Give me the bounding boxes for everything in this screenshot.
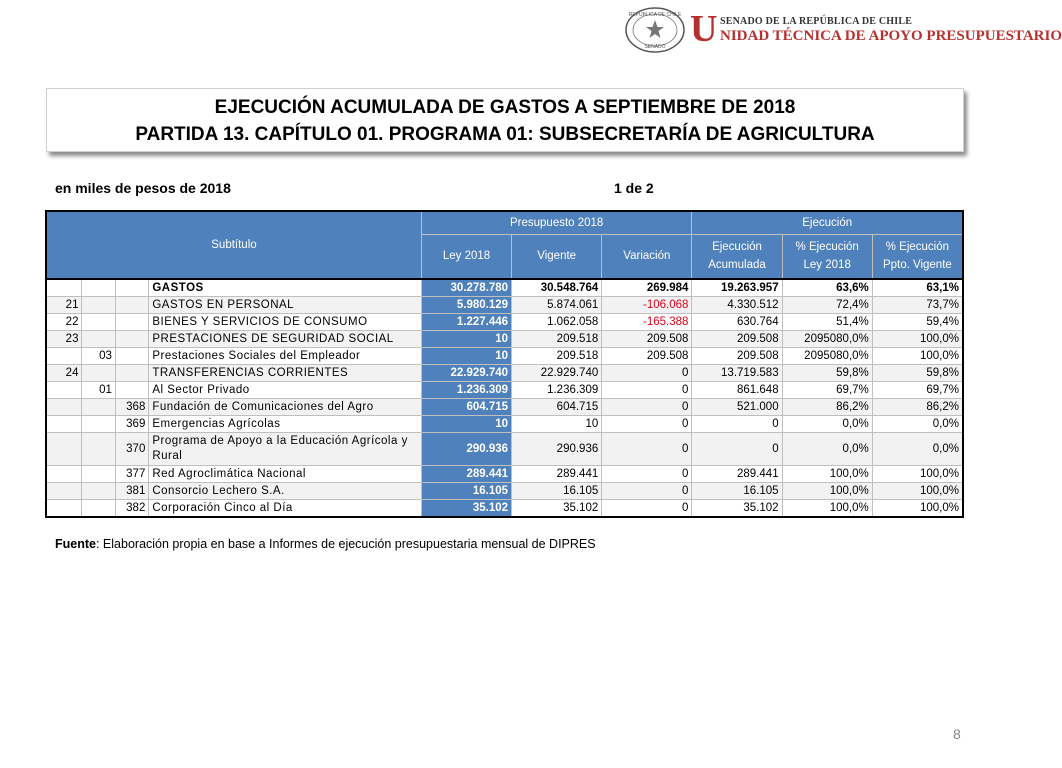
cell-ley: 10 xyxy=(421,348,511,365)
cell-vigente: 22.929.740 xyxy=(512,365,602,382)
cell-subtitulo xyxy=(46,500,82,518)
cell-ley: 1.227.446 xyxy=(421,314,511,331)
cell-ejecucion: 16.105 xyxy=(692,483,782,500)
cell-asignacion xyxy=(115,297,148,314)
cell-vigente: 35.102 xyxy=(512,500,602,518)
cell-asignacion: 381 xyxy=(115,483,148,500)
cell-ley: 30.278.780 xyxy=(421,279,511,297)
cell-ejecucion: 19.263.957 xyxy=(692,279,782,297)
cell-vigente: 209.518 xyxy=(512,331,602,348)
cell-variacion: 0 xyxy=(602,483,692,500)
cell-name: GASTOS EN PERSONAL xyxy=(149,297,422,314)
cell-vigente: 5.874.061 xyxy=(512,297,602,314)
table-row xyxy=(46,416,963,433)
source-label: Fuente xyxy=(55,537,96,551)
cell-variacion: 0 xyxy=(602,500,692,518)
cell-pct-vigente: 63,1% xyxy=(872,279,963,297)
page-number: 8 xyxy=(953,726,961,742)
cell-asignacion: 382 xyxy=(115,500,148,518)
cell-ejecucion: 630.764 xyxy=(692,314,782,331)
cell-variacion: 0 xyxy=(602,382,692,399)
cell-vigente: 10 xyxy=(512,416,602,433)
cell-item xyxy=(82,297,115,314)
cell-pct-ley: 0,0% xyxy=(782,433,872,466)
cell-ley: 16.105 xyxy=(421,483,511,500)
cell-variacion: -106.068 xyxy=(602,297,692,314)
cell-item xyxy=(82,433,115,466)
table-row xyxy=(46,433,963,466)
cell-item xyxy=(82,331,115,348)
cell-variacion: 269.984 xyxy=(602,279,692,297)
cell-pct-vigente: 69,7% xyxy=(872,382,963,399)
header-pct-ley-line2: Ley 2018 xyxy=(803,259,851,272)
cell-pct-ley: 2095080,0% xyxy=(782,331,872,348)
cell-vigente: 290.936 xyxy=(512,433,602,466)
cell-pct-ley: 100,0% xyxy=(782,466,872,483)
cell-asignacion: 368 xyxy=(115,399,148,416)
header-pct-ley-line1: % Ejecución xyxy=(795,241,859,254)
cell-variacion: 209.508 xyxy=(602,348,692,365)
table-row xyxy=(46,348,963,365)
title-box xyxy=(46,88,964,152)
cell-item xyxy=(82,416,115,433)
cell-item xyxy=(82,279,115,297)
table-row xyxy=(46,399,963,416)
cell-pct-vigente: 100,0% xyxy=(872,331,963,348)
cell-subtitulo: 24 xyxy=(46,365,82,382)
header-presupuesto: Presupuesto 2018 xyxy=(421,211,692,234)
cell-ejecucion: 35.102 xyxy=(692,500,782,518)
header-pct-vigente xyxy=(872,234,963,279)
units-label: en miles de pesos de 2018 xyxy=(55,180,231,196)
cell-ejecucion: 4.330.512 xyxy=(692,297,782,314)
seal-top-text: REPÚBLICA DE CHILE xyxy=(628,12,682,18)
execution-table xyxy=(45,210,964,518)
table-header-row xyxy=(46,211,963,234)
cell-ejecucion: 209.508 xyxy=(692,348,782,365)
cell-ley: 10 xyxy=(421,416,511,433)
cell-pct-vigente: 0,0% xyxy=(872,416,963,433)
cell-asignacion xyxy=(115,348,148,365)
cell-ley: 5.980.129 xyxy=(421,297,511,314)
cell-pct-vigente: 86,2% xyxy=(872,399,963,416)
cell-pct-ley: 63,6% xyxy=(782,279,872,297)
header-pct-vig-line2: Ppto. Vigente xyxy=(882,259,952,272)
header-ley: Ley 2018 xyxy=(421,234,511,279)
cell-item xyxy=(82,399,115,416)
cell-asignacion: 369 xyxy=(115,416,148,433)
header-ejec-acum-line2: Acumulada xyxy=(708,259,766,272)
cell-subtitulo xyxy=(46,483,82,500)
cell-asignacion xyxy=(115,382,148,399)
cell-ejecucion: 289.441 xyxy=(692,466,782,483)
cell-name: Programa de Apoyo a la Educación Agrícola y Rural xyxy=(149,433,422,466)
table-row xyxy=(46,382,963,399)
header-ejecucion-group: Ejecución xyxy=(692,211,963,234)
cell-ejecucion: 0 xyxy=(692,416,782,433)
cell-vigente: 30.548.764 xyxy=(512,279,602,297)
cell-variacion: 0 xyxy=(602,399,692,416)
cell-variacion: 0 xyxy=(602,416,692,433)
senado-seal-icon xyxy=(624,6,686,54)
cell-pct-ley: 2095080,0% xyxy=(782,348,872,365)
cell-vigente: 289.441 xyxy=(512,466,602,483)
cell-pct-ley: 59,8% xyxy=(782,365,872,382)
cell-item xyxy=(82,500,115,518)
cell-name: Emergencias Agrícolas xyxy=(149,416,422,433)
title-line1: EJECUCIÓN ACUMULADA DE GASTOS A SEPTIEMBRE DE 2018 xyxy=(214,97,796,118)
cell-vigente: 1.062.058 xyxy=(512,314,602,331)
cell-name: Corporación Cinco al Día xyxy=(149,500,422,518)
cell-item xyxy=(82,314,115,331)
table-row xyxy=(46,314,963,331)
cell-ley: 604.715 xyxy=(421,399,511,416)
cell-asignacion xyxy=(115,365,148,382)
cell-item: 03 xyxy=(82,348,115,365)
cell-vigente: 604.715 xyxy=(512,399,602,416)
cell-item xyxy=(82,483,115,500)
cell-pct-vigente: 0,0% xyxy=(872,433,963,466)
cell-asignacion xyxy=(115,279,148,297)
cell-ejecucion: 861.648 xyxy=(692,382,782,399)
cell-asignacion: 377 xyxy=(115,466,148,483)
table-row xyxy=(46,279,963,297)
cell-ley: 22.929.740 xyxy=(421,365,511,382)
cell-pct-vigente: 100,0% xyxy=(872,348,963,365)
cell-name: TRANSFERENCIAS CORRIENTES xyxy=(149,365,422,382)
seal-bottom-text: SENADO xyxy=(644,44,666,50)
table-row xyxy=(46,466,963,483)
cell-pct-vigente: 59,8% xyxy=(872,365,963,382)
header-pct-ley xyxy=(782,234,872,279)
cell-pct-vigente: 59,4% xyxy=(872,314,963,331)
table-row xyxy=(46,297,963,314)
title-line2: PARTIDA 13. CAPÍTULO 01. PROGRAMA 01: SUBSECRETARÍA DE AGRICULTURA xyxy=(135,124,875,145)
cell-ley: 10 xyxy=(421,331,511,348)
header-ejecucion-acumulada xyxy=(692,234,782,279)
cell-name: Al Sector Privado xyxy=(149,382,422,399)
table-row xyxy=(46,483,963,500)
cell-subtitulo xyxy=(46,279,82,297)
cell-pct-vigente: 100,0% xyxy=(872,466,963,483)
cell-pct-ley: 100,0% xyxy=(782,500,872,518)
table-row xyxy=(46,500,963,518)
cell-name: Fundación de Comunicaciones del Agro xyxy=(149,399,422,416)
cell-pct-ley: 86,2% xyxy=(782,399,872,416)
cell-asignacion xyxy=(115,314,148,331)
cell-name: PRESTACIONES DE SEGURIDAD SOCIAL xyxy=(149,331,422,348)
cell-vigente: 1.236.309 xyxy=(512,382,602,399)
cell-subtitulo xyxy=(46,433,82,466)
cell-variacion: 0 xyxy=(602,433,692,466)
cell-subtitulo xyxy=(46,348,82,365)
cell-variacion: 0 xyxy=(602,466,692,483)
cell-item xyxy=(82,365,115,382)
cell-pct-vigente: 100,0% xyxy=(872,483,963,500)
cell-ley: 1.236.309 xyxy=(421,382,511,399)
cell-name: GASTOS xyxy=(149,279,422,297)
cell-subtitulo: 22 xyxy=(46,314,82,331)
cell-name: Red Agroclimática Nacional xyxy=(149,466,422,483)
cell-subtitulo xyxy=(46,399,82,416)
cell-pct-ley: 51,4% xyxy=(782,314,872,331)
senado-logo xyxy=(624,6,1062,54)
cell-subtitulo xyxy=(46,382,82,399)
logo-line2: NIDAD TÉCNICA DE APOYO PRESUPUESTARIO xyxy=(720,28,1062,44)
cell-ejecucion: 521.000 xyxy=(692,399,782,416)
cell-subtitulo xyxy=(46,416,82,433)
cell-item: 01 xyxy=(82,382,115,399)
header-variacion: Variación xyxy=(602,234,692,279)
cell-vigente: 209.518 xyxy=(512,348,602,365)
logo-line1: SENADO DE LA REPÚBLICA DE CHILE xyxy=(720,16,913,27)
page-of-label: 1 de 2 xyxy=(614,180,654,196)
cell-ejecucion: 209.508 xyxy=(692,331,782,348)
cell-pct-vigente: 100,0% xyxy=(872,500,963,518)
cell-item xyxy=(82,466,115,483)
source-text: : Elaboración propia en base a Informes de ejecución presupuestaria mensual de DIPRES xyxy=(95,537,596,551)
cell-ley: 35.102 xyxy=(421,500,511,518)
cell-ejecucion: 0 xyxy=(692,433,782,466)
cell-asignacion: 370 xyxy=(115,433,148,466)
cell-subtitulo: 21 xyxy=(46,297,82,314)
cell-vigente: 16.105 xyxy=(512,483,602,500)
cell-subtitulo xyxy=(46,466,82,483)
cell-ejecucion: 13.719.583 xyxy=(692,365,782,382)
cell-name: Consorcio Lechero S.A. xyxy=(149,483,422,500)
cell-name: Prestaciones Sociales del Empleador xyxy=(149,348,422,365)
cell-asignacion xyxy=(115,331,148,348)
header-vigente: Vigente xyxy=(512,234,602,279)
cell-name: BIENES Y SERVICIOS DE CONSUMO xyxy=(149,314,422,331)
logo-big-letter: U xyxy=(690,8,718,50)
source-note xyxy=(55,537,596,551)
table-row xyxy=(46,331,963,348)
header-pct-vig-line1: % Ejecución xyxy=(885,241,950,254)
cell-pct-ley: 72,4% xyxy=(782,297,872,314)
cell-pct-ley: 100,0% xyxy=(782,483,872,500)
cell-variacion: -165.388 xyxy=(602,314,692,331)
cell-pct-vigente: 73,7% xyxy=(872,297,963,314)
cell-ley: 289.441 xyxy=(421,466,511,483)
cell-variacion: 209.508 xyxy=(602,331,692,348)
header-subtitulo: Subtítulo xyxy=(46,211,421,279)
cell-ley: 290.936 xyxy=(421,433,511,466)
cell-pct-ley: 69,7% xyxy=(782,382,872,399)
cell-pct-ley: 0,0% xyxy=(782,416,872,433)
cell-subtitulo: 23 xyxy=(46,331,82,348)
table-row xyxy=(46,365,963,382)
header-ejec-acum-line1: Ejecución xyxy=(712,241,762,254)
cell-variacion: 0 xyxy=(602,365,692,382)
